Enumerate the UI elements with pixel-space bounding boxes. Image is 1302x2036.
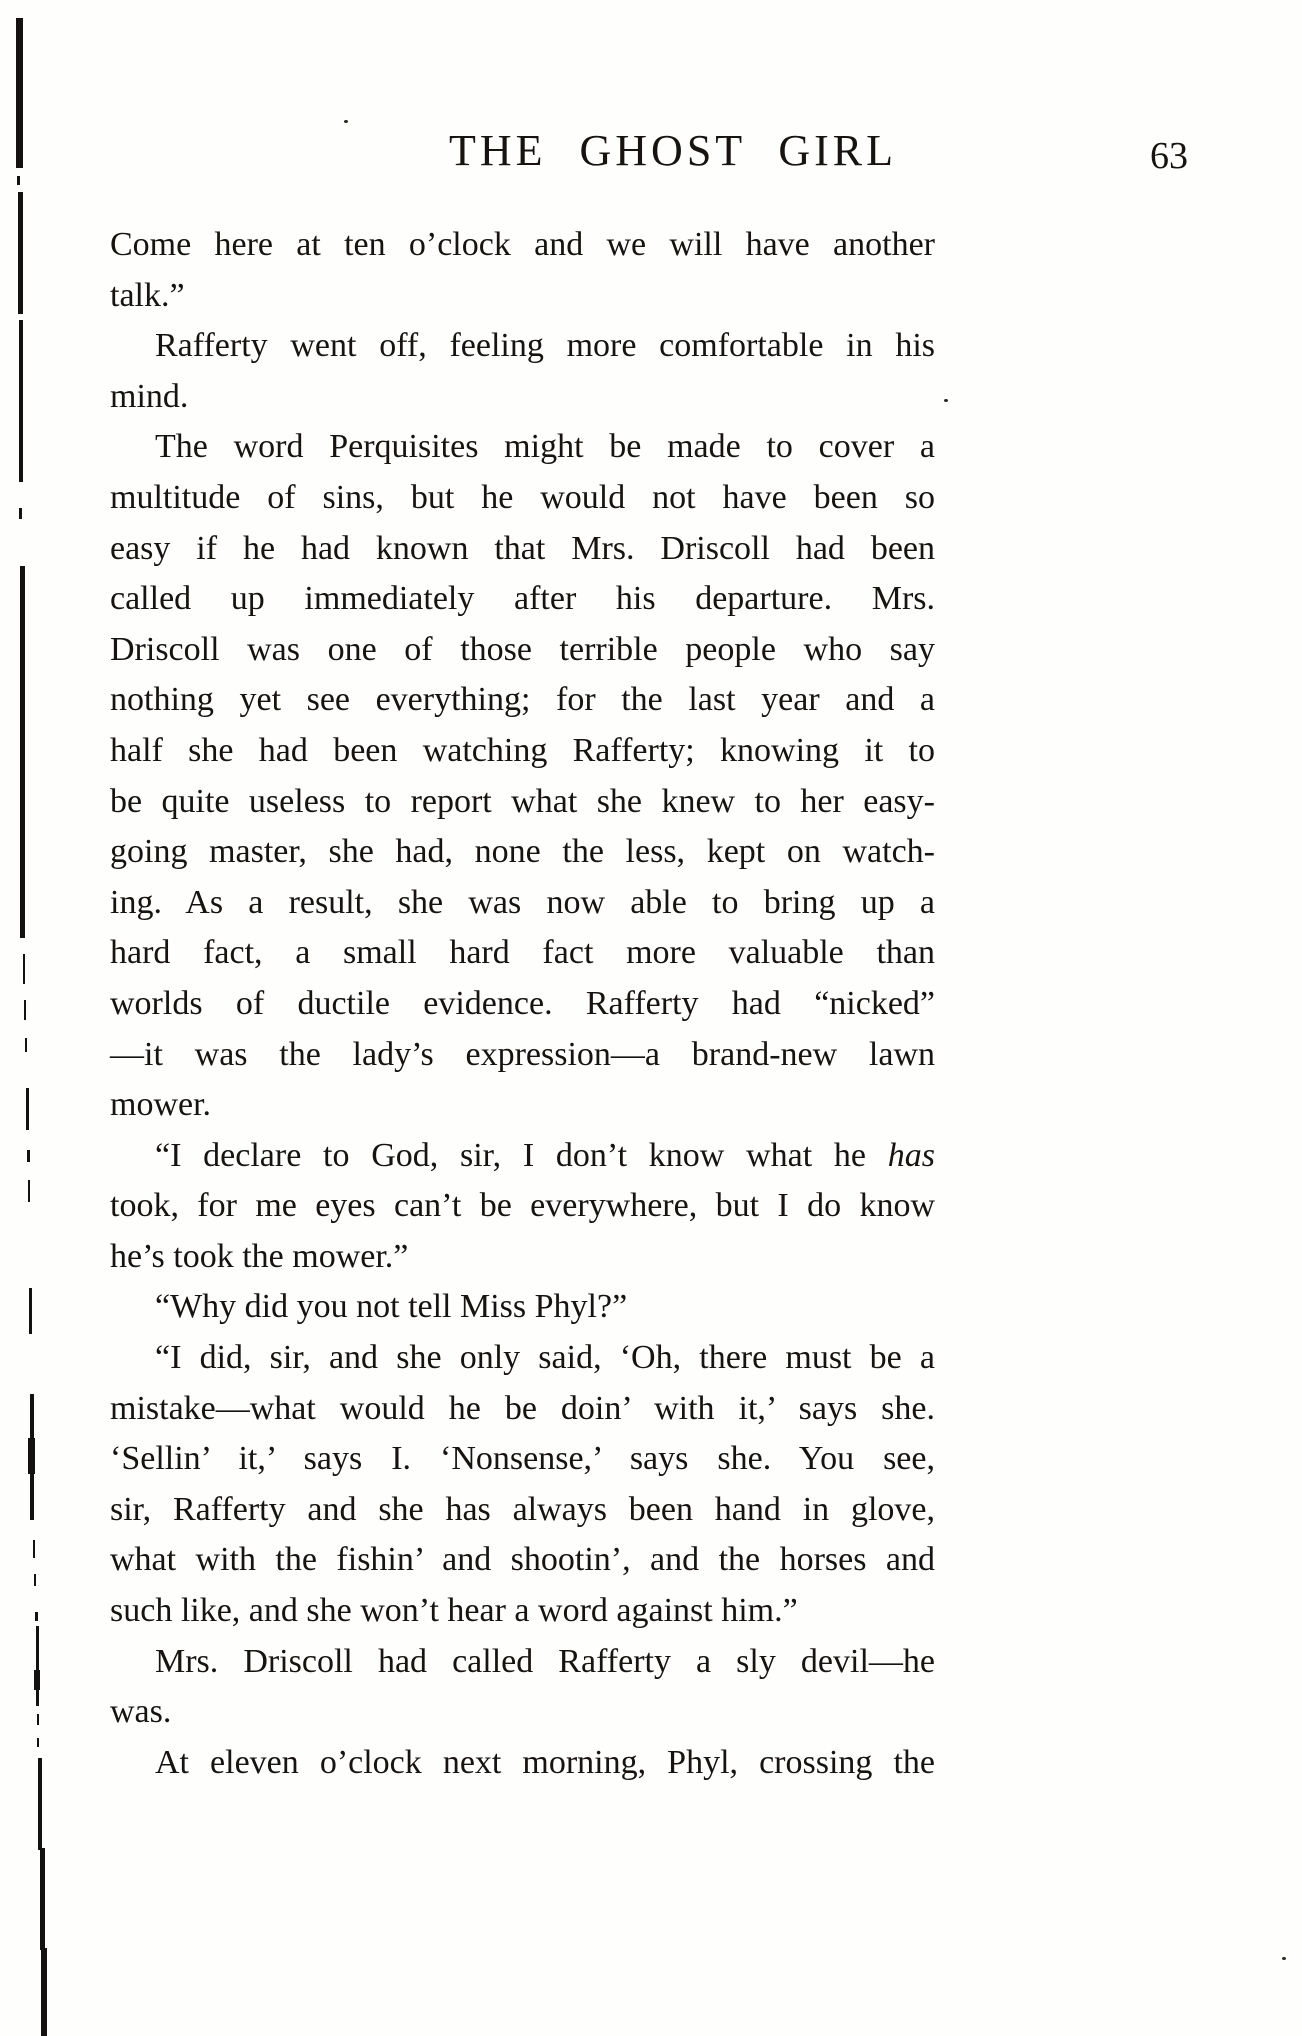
gutter-line-segment [34,1670,40,1690]
gutter-line-segment [19,508,22,519]
italic-word: has [887,1136,935,1174]
text-line [110,1282,935,1333]
line-text: “Why did you not tell Miss Phyl?” [155,1288,628,1326]
text-line [110,1586,935,1637]
gutter-line-segment [37,1738,39,1747]
line-text: was. [110,1693,172,1731]
gutter-line-segment [19,320,23,482]
text-line [110,372,935,423]
line-text: The word Perquisites might be made to cover a [155,428,935,466]
text-line [110,271,935,322]
text-line [110,928,935,979]
line-text: “I declare to God, sir, I don’t know what he [155,1136,888,1174]
gutter-line-segment [36,1626,39,1706]
gutter-line-segment [16,18,23,168]
paper-speck [944,399,948,402]
paper-speck [344,120,348,123]
text-line [110,524,935,575]
gutter-line-segment [23,954,25,984]
line-text: mower. [110,1086,212,1124]
text-line [110,422,935,473]
gutter-line-segment [37,1714,39,1725]
line-text: mind. [110,377,189,415]
text-line [110,1131,935,1182]
paper-speck [1282,1957,1286,1960]
running-head-title: THE GHOST GIRL [448,126,898,175]
line-text: —it was the lady’s expression—a brand-new lawn [110,1035,935,1073]
text-line [110,1030,935,1081]
line-text: Rafferty went off, feeling more comfortable in his [155,327,935,365]
text-line [110,1434,935,1485]
text-line [110,726,935,777]
line-text: such like, and she won’t hear a word against him.” [110,1592,798,1630]
gutter-line-segment [38,1758,42,1850]
line-text: hard fact, a small hard fact more valuable than [110,934,935,972]
line-text: mistake—what would he be doin’ with it,’ says she. [110,1389,935,1427]
gutter-line-segment [40,1848,45,1950]
line-text: ‘Sellin’ it,’ says I. ‘Nonsense,’ says she. You see, [110,1440,935,1478]
text-line [110,625,935,676]
page-number: 63 [1150,135,1188,177]
gutter-line-segment [18,192,23,314]
line-text: going master, she had, none the less, kept on watch- [110,833,935,871]
gutter-line-segment [41,1948,47,2036]
text-line [110,878,935,929]
text-line [110,1637,935,1688]
line-text: sir, Rafferty and she has always been hand in glove, [110,1490,935,1528]
body-text [110,220,935,1788]
text-line [110,1181,935,1232]
line-text: be quite useless to report what she knew to her easy- [110,782,935,820]
gutter-line-segment [20,566,25,938]
text-line [110,1232,935,1283]
gutter-line-segment [27,1150,30,1162]
gutter-line-segment [28,1438,35,1474]
text-line [110,1333,935,1384]
gutter-line-segment [33,1540,35,1558]
line-text: called up immediately after his departure. Mrs. [110,580,935,618]
text-line [110,1485,935,1536]
line-text: multitude of sins, but he would not have been so [110,478,935,516]
line-text: Driscoll was one of those terrible people who say [110,630,935,668]
text-line [110,1080,935,1131]
line-text: ing. As a result, she was now able to bring up a [110,883,935,921]
line-text: took, for me eyes can’t be everywhere, but I do know [110,1187,935,1225]
text-line [110,473,935,524]
gutter-line-segment [25,1038,27,1052]
gutter-line-segment [29,1288,32,1334]
line-text: Mrs. Driscoll had called Rafferty a sly devil—he [155,1642,935,1680]
text-line [110,675,935,726]
line-text: worlds of ductile evidence. Rafferty had “nicked” [110,984,935,1022]
text-line [110,220,935,271]
gutter-line-segment [28,1180,30,1202]
text-line [110,777,935,828]
line-text: easy if he had known that Mrs. Driscoll had been [110,529,935,567]
gutter-line-segment [24,1000,26,1020]
line-text: half she had been watching Rafferty; knowing it to [110,731,935,769]
gutter-line-segment [35,1612,38,1621]
text-line [110,574,935,625]
text-line [110,321,935,372]
text-line [110,1687,935,1738]
gutter-line-segment [26,1088,29,1130]
line-text: he’s took the mower.” [110,1237,409,1275]
text-line [110,1535,935,1586]
text-line [110,827,935,878]
text-line [110,1384,935,1435]
gutter-line-segment [34,1574,36,1586]
line-text: what with the fishin’ and shootin’, and the horses and [110,1541,935,1579]
text-line [110,1738,935,1789]
line-text: Come here at ten o’clock and we will have another [110,226,935,263]
line-text: talk.” [110,276,185,314]
line-text: nothing yet see everything; for the last year and a [110,681,935,719]
line-text: “I did, sir, and she only said, ‘Oh, there must be a [155,1339,935,1377]
text-line [110,979,935,1030]
gutter-line-segment [17,176,20,185]
line-text: At eleven o’clock next morning, Phyl, crossing the [155,1743,935,1781]
